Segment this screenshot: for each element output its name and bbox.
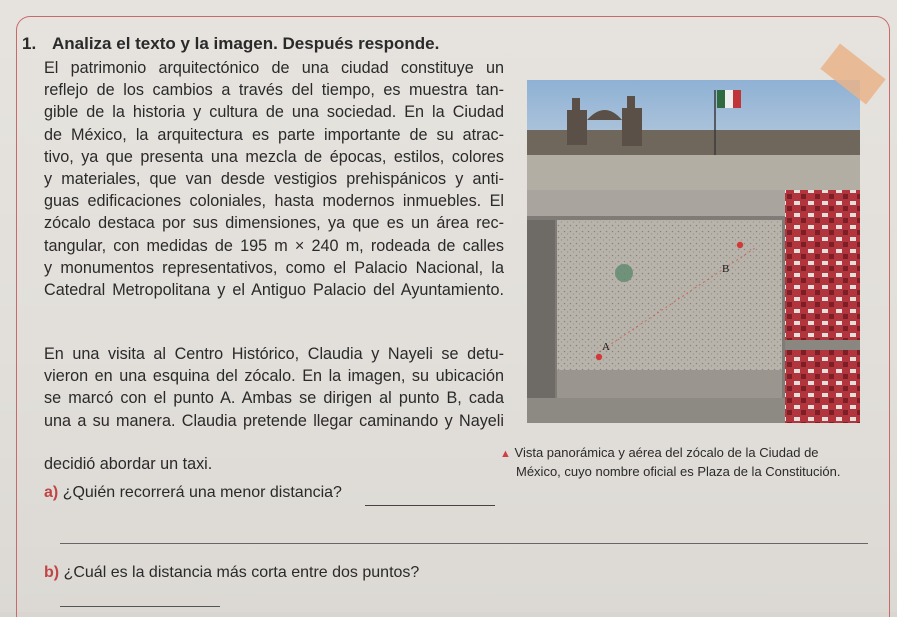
caption-line-1: Vista panorámica y aérea del zócalo de la Ciudad de <box>514 445 819 460</box>
paragraph-visit-last-line <box>44 453 504 475</box>
zocalo-photo <box>527 80 860 423</box>
text-line: se marcó con el punto A. Ambas se dirigen al punto B, cada <box>44 389 504 408</box>
text-line: Catedral Metropolitana y el Antiguo Palacio del Ayuntamiento. <box>44 281 504 300</box>
text-line: de México, la arquitectura es parte importante de su atrac- <box>44 125 504 144</box>
text-line: En una visita al Centro Histórico, Claudia y Nayeli se detu- <box>44 345 504 363</box>
text-line: El patrimonio arquitectónico de una ciudad constituye un <box>44 59 504 77</box>
text-line: una a su manera. Claudia pretende llegar caminando y Nayeli <box>44 411 504 430</box>
point-a-label: A <box>602 341 610 353</box>
answer-line-a-full[interactable] <box>60 543 868 544</box>
text-line: tangular, con medidas de 195 m × 240 m, rodeada de calles <box>44 236 504 255</box>
question-a <box>44 484 342 502</box>
photo-caption <box>500 444 840 480</box>
text-line: y monumentos representativos, como el Palacio Nacional, la <box>44 258 504 277</box>
text-line: y materiales, que van desde vestigios prehispánicos y anti- <box>44 170 504 189</box>
question-title: Analiza el texto y la imagen. Después responde. <box>52 34 440 53</box>
caption-line-2: México, cuyo nombre oficial es Plaza de la Constitución. <box>516 464 841 479</box>
point-b-label: B <box>722 263 730 275</box>
text-line: tivo, ya que presenta una mezcla de épocas, estilos, colores <box>44 147 504 166</box>
text-line: reflejo de los cambios a través del tiempo, es muestra tan- <box>44 81 504 100</box>
answer-line-b[interactable] <box>60 606 220 607</box>
paragraph-architecture <box>44 57 504 301</box>
question-number: 1. <box>22 34 37 53</box>
question-b <box>44 564 419 582</box>
text-line: guas edificaciones coloniales, hasta modernos inmuebles. El <box>44 192 504 211</box>
text-line: decidió abordar un taxi. <box>44 455 213 473</box>
text-line: vieron en una esquina del zócalo. En la imagen, su ubicación <box>44 367 504 386</box>
paragraph-visit <box>44 343 504 432</box>
zocalo-photo-illustration <box>527 80 860 423</box>
question-a-label: a) <box>44 484 59 501</box>
question-b-text: ¿Cuál es la distancia más corta entre dos puntos? <box>63 564 420 581</box>
question-a-text: ¿Quién recorrerá una menor distancia? <box>62 484 342 501</box>
text-line: gible de la historia y cultura de una sociedad. En la Ciudad <box>44 103 504 122</box>
answer-line-a[interactable] <box>365 505 495 506</box>
question-b-label: b) <box>44 564 60 581</box>
point-b-marker <box>737 242 743 248</box>
text-line: zócalo destaca por sus dimensiones, ya que es un área rec- <box>44 214 504 233</box>
triangle-icon: ▲ <box>500 448 511 460</box>
point-a-marker <box>596 354 602 360</box>
